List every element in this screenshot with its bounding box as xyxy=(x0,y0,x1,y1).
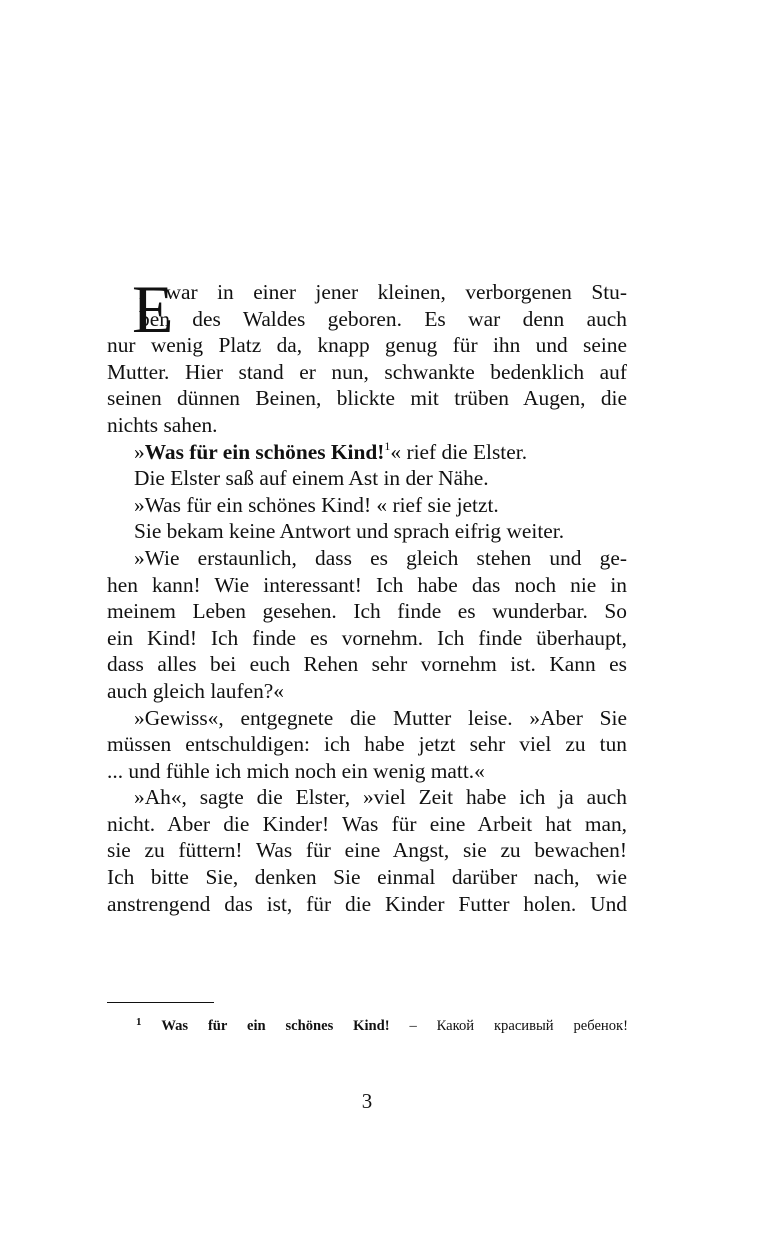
text-line: müssen entschuldigen: ich habe jetzt sehr viel zu tun xyxy=(107,732,627,757)
text-line: meinem Leben gesehen. Ich finde es wunderbar. So xyxy=(107,599,627,624)
text-line: »Was für ein schönes Kind! « rief sie jetzt. xyxy=(134,492,499,517)
page-number: 3 xyxy=(361,1089,373,1113)
quote-rest: « rief die Elster. xyxy=(390,439,528,464)
text-line: anstrengend das ist, für die Kinder Futter holen. Und xyxy=(107,891,627,916)
footnote-german: Was für ein schönes Kind! xyxy=(161,1018,390,1034)
text-line: hen kann! Wie interessant! Ich habe das noch nie in xyxy=(107,572,627,597)
text-line: dass alles bei euch Rehen sehr vornehm ist. Kann es xyxy=(107,652,627,677)
text-line: »Ah«, sagte die Elster, »viel Zeit habe ich ja auch xyxy=(134,785,627,810)
bold-phrase: Was für ein schönes Kind! xyxy=(144,439,385,464)
text-line: seinen dünnen Beinen, blickte mit trüben Augen, die xyxy=(107,386,627,411)
text-line: »Gewiss«, entgegnete die Mutter leise. »Aber Sie xyxy=(134,705,627,730)
text-line: »Wie erstaunlich, dass es gleich stehen und ge- xyxy=(134,545,627,570)
footnote-mark: 1 xyxy=(136,1016,142,1028)
text-line: Ich bitte Sie, denken Sie einmal darüber nach, wie xyxy=(107,865,627,890)
text-line: Mutter. Hier stand er nun, schwankte bedenklich auf xyxy=(107,359,627,384)
body-text xyxy=(107,271,627,917)
text-line: ... und fühle ich mich noch ein wenig matt.« xyxy=(107,758,485,783)
text-line: nichts sahen. xyxy=(107,412,218,437)
text-line: Sie bekam keine Antwort und sprach eifrig weiter. xyxy=(134,519,565,544)
text-line: Die Elster saß auf einem Ast in der Nähe. xyxy=(134,466,489,491)
quote-open: » xyxy=(134,439,145,464)
drop-cap: E xyxy=(132,271,174,347)
text-line: ein Kind! Ich finde es vornehm. Ich finde überhaupt, xyxy=(107,625,627,650)
text-line: ben des Waldes geboren. Es war denn auch xyxy=(139,306,627,331)
text-line: nur wenig Platz da, knapp genug für ihn und seine xyxy=(107,333,627,358)
footnote-divider xyxy=(107,1002,214,1003)
text-line-quote xyxy=(107,439,627,466)
text-line: sie zu füttern! Was für eine Angst, sie zu bewachen! xyxy=(107,838,627,863)
footnote xyxy=(136,1016,628,1036)
footnote-translation: – Какой красивый ребенок! xyxy=(409,1018,628,1034)
text-line: auch gleich laufen?« xyxy=(107,678,284,703)
footnote-reference: 1 xyxy=(384,438,391,453)
text-line: r war in einer jener kleinen, verborgenen Stu- xyxy=(139,280,627,304)
text-line: nicht. Aber die Kinder! Was für eine Arbeit hat man, xyxy=(107,811,627,836)
